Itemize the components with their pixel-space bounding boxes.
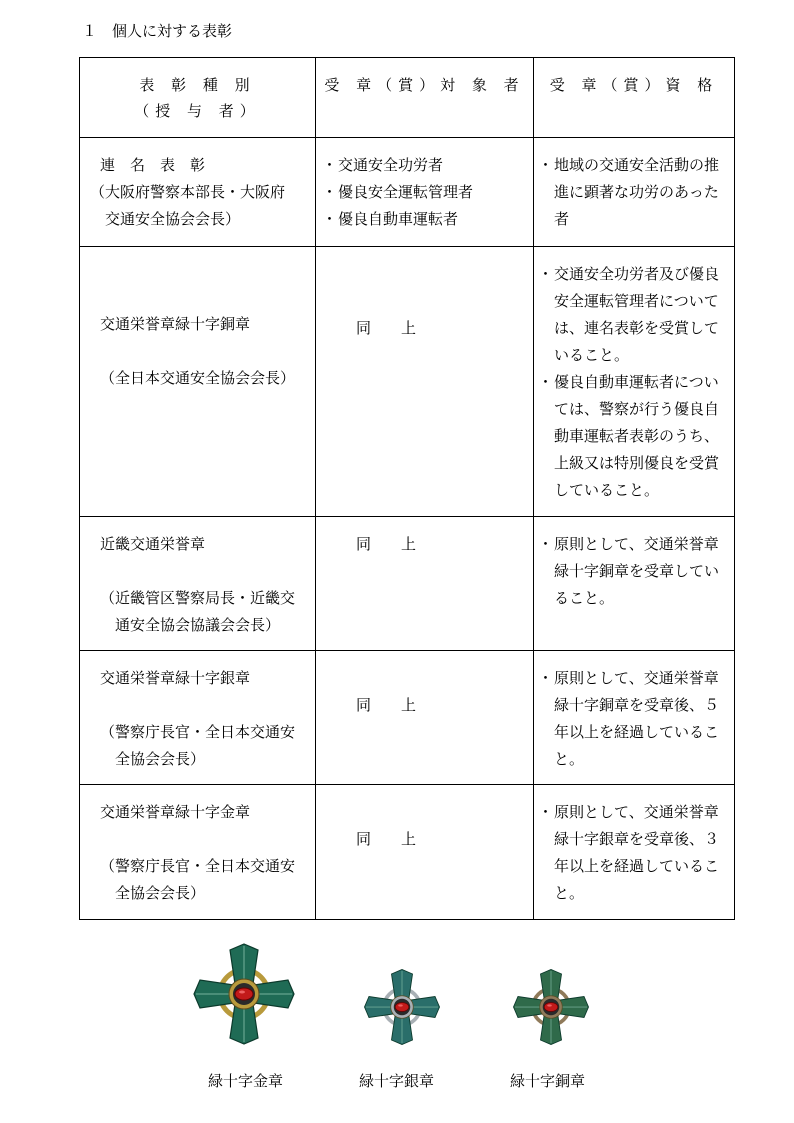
qualification-cell: [534, 651, 735, 785]
qualification-cell: [534, 138, 735, 247]
qualification-cell: [534, 517, 735, 651]
target-item: ・ 交通安全功労者: [322, 152, 527, 179]
header-target: [316, 58, 534, 138]
gold-medal-image: [192, 942, 296, 1046]
qualification-item: ・ 原則として、交通栄誉章緑十字銅章を受章していること。: [538, 531, 728, 612]
award-type-name: 交通栄誉章緑十字銀章: [100, 669, 251, 687]
award-grantor-cont: 交通安全協会会長）: [90, 210, 241, 228]
same-as-above: 同 上: [356, 535, 417, 553]
silver-medal-caption: 緑十字銀章: [359, 1072, 435, 1090]
award-type-name: 連 名 表 彰: [100, 156, 206, 174]
silver-medal-image: [363, 968, 441, 1046]
bronze-medal-caption: 緑十字銅章: [510, 1072, 586, 1090]
award-type-cell: [80, 247, 316, 517]
award-type-cell: [80, 651, 316, 785]
table-row: [80, 517, 735, 651]
qualification-item: ・ 原則として、交通栄誉章緑十字銀章を受章後、３年以上を経過していること。: [538, 799, 728, 907]
table-row: [80, 785, 735, 920]
award-type-name: 近畿交通栄誉章: [100, 535, 206, 553]
table-row: [80, 651, 735, 785]
award-type-cell: [80, 517, 316, 651]
same-as-above: 同 上: [356, 830, 417, 848]
target-item: ・ 優良自動車運転者: [322, 206, 527, 233]
award-grantor: （全日本交通安全協会会長）: [100, 369, 296, 387]
award-grantor-cont: 全協会会長）: [100, 884, 206, 902]
header-qualification-label: 受 章（賞）資 格: [549, 76, 719, 94]
header-award-type: [80, 58, 316, 138]
table-row: [80, 247, 735, 517]
header-type-line1: 表 彰 種 別: [139, 76, 256, 94]
award-type-name: 交通栄誉章緑十字金章: [100, 803, 251, 821]
bronze-medal-image: [512, 968, 590, 1046]
target-cell: [316, 517, 534, 651]
award-grantor-cont: 全協会会長）: [100, 750, 206, 768]
gold-medal-caption: 緑十字金章: [208, 1072, 284, 1090]
qualification-item: ・ 原則として、交通栄誉章緑十字銅章を受章後、５年以上を経過していること。: [538, 665, 728, 773]
qualification-item: ・ 地域の交通安全活動の推進に顕著な功労のあった者: [538, 152, 728, 233]
table-header-row: [80, 58, 735, 138]
header-qualification: [534, 58, 735, 138]
award-grantor: （大阪府警察本部長・大阪府: [90, 183, 286, 201]
qualification-item: ・ 優良自動車運転者については、警察が行う優良自動車運転者表彰のうち、上級又は特別優良を受賞していること。: [538, 369, 728, 504]
qualification-cell: [534, 247, 735, 517]
same-as-above: 同 上: [356, 696, 417, 714]
target-cell: [316, 247, 534, 517]
award-grantor-cont: 通安全協会協議会会長）: [100, 616, 281, 634]
table-row: [80, 138, 735, 247]
awards-table: [79, 57, 735, 920]
medals-figure: [0, 942, 794, 1102]
qualification-cell: [534, 785, 735, 920]
same-as-above: 同 上: [356, 319, 417, 337]
award-grantor: （近畿管区警察局長・近畿交: [100, 589, 296, 607]
target-cell: [316, 651, 534, 785]
target-item: ・ 優良安全運転管理者: [322, 179, 527, 206]
award-type-cell: [80, 785, 316, 920]
award-type-cell: [80, 138, 316, 247]
target-cell: [316, 785, 534, 920]
target-cell: [316, 138, 534, 247]
header-type-line2: （授 与 者）: [134, 102, 261, 120]
header-target-label: 受 章（賞）対 象 者: [324, 76, 525, 94]
award-type-name: 交通栄誉章緑十字銅章: [100, 315, 251, 333]
award-grantor: （警察庁長官・全日本交通安: [100, 857, 296, 875]
section-heading: １ 個人に対する表彰: [82, 22, 233, 40]
award-grantor: （警察庁長官・全日本交通安: [100, 723, 296, 741]
qualification-item: ・ 交通安全功労者及び優良安全運転管理者については、連名表彰を受賞していること。: [538, 261, 728, 369]
